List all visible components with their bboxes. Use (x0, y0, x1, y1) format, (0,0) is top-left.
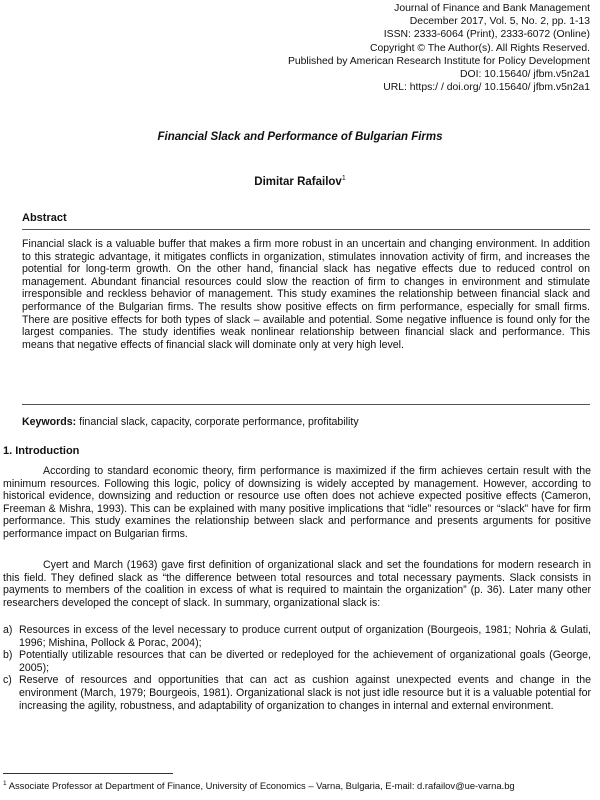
list-item (3, 624, 591, 649)
list-item-text: Resources in excess of the level necessary to produce current output of organization (Bourgeois, 1981; Nohria & Gulati, 1996; Mishina, Pollock & Porac, 2004); (19, 624, 591, 649)
paper-title: Financial Slack and Performance of Bulgarian Firms (157, 131, 443, 143)
abstract-top-rule (22, 229, 590, 230)
keywords-text: financial slack, capacity, corporate performance, profitability (79, 416, 359, 428)
intro-paragraph-1: According to standard economic theory, firm performance is maximized if the firm achieves certain result with the minimum resources. Following this logic, policy of downsizing is widely accepted by management. However, according to historical evidence, downsizing and reduction or resource use often does not achieve expected positive effects (Cameron, Freeman & Mishra, 1993). This can be explained with many positive implications that “idle” resources or “slack” have for firm performance. This study examines the relationship between slack and performance and presents arguments for positive performance impact on Bulgarian firms. (3, 465, 591, 540)
keywords-label: Keywords: (22, 416, 77, 428)
paper-author (0, 175, 600, 188)
journal-url: URL: https:/ / doi.org/ 10.15640/ jfbm.v5n2a1 (383, 82, 590, 94)
section-heading-introduction: 1. Introduction (3, 445, 80, 457)
intro-paragraph-2: Cyert and March (1963) gave first definition of organizational slack and set the foundations for modern research in this field. They defined slack as “the difference between total resources and total necessary payments. Slack consists in payments to members of the coalition in excess of what is required to maintain the organization” (p. 36). Later many other researchers developed the concept of slack. In summary, organizational slack is: (3, 559, 591, 609)
journal-name: Journal of Finance and Bank Management (394, 3, 590, 14)
journal-header (150, 2, 590, 94)
footnote (3, 780, 593, 791)
list-item-label: a) (3, 624, 13, 636)
footnote-mark: 1 (3, 780, 7, 787)
journal-doi: DOI: 10.15640/ jfbm.v5n2a1 (460, 69, 590, 81)
abstract-heading: Abstract (22, 212, 67, 224)
list-item (3, 674, 591, 712)
list-item-label: b) (3, 649, 13, 662)
journal-publisher: Published by American Research Institute for Policy Development (287, 55, 590, 67)
footnote-text: Associate Professor at Department of Finance, University of Economics – Varna, Bulgaria, E-mail: d.rafailov@ue-varna.bg (8, 780, 515, 792)
footnote-rule (3, 773, 173, 774)
list-item-text: Reserve of resources and opportunities that can act as cushion against unexpected events and change in the environment (March, 1979; Bourgeois, 1981). Organizational slack is not just idle resource but it is a valuable potential for increasing the agility, robustness, and adaptability of organization to changes in internal and external environment. (19, 674, 591, 712)
list-item (3, 649, 591, 674)
slack-definition-list (3, 624, 591, 712)
abstract-bottom-rule (22, 404, 590, 405)
author-footnote-mark: 1 (341, 175, 346, 182)
list-item-text: Potentially utilizable resources that can be diverted or redeployed for the achievement of organizational goals (George, 2005); (19, 649, 591, 674)
journal-copyright: Copyright © The Author(s). All Rights Reserved. (370, 42, 590, 54)
author-name: Dimitar Rafailov (254, 175, 342, 188)
list-item-label: c) (3, 674, 12, 687)
journal-issue: December 2017, Vol. 5, No. 2, pp. 1-13 (409, 16, 590, 28)
abstract-text: Financial slack is a valuable buffer that makes a firm more robust in an uncertain and changing environment. In addition to this strategic advantage, it mitigates conflicts in organization, stimulates innovation activity of firm, and increases the potential for long-term growth. On the other hand, financial slack has negative effects due to reduced control on management. Abundant financial resources could slow the reaction of firm to changes in environment and stimulate irresponsible and reckless behavior of management. This study examines the relationship between financial slack and performance of the Bulgarian firms. The results show positive effects on firm performance, especially for small firms. There are positive effects for both types of slack – available and potential. Some negative influence is found only for the largest companies. The study identifies weak nonlinear relationship between financial slack and performance. This means that negative effects of financial slack will dominate only at very high level. (22, 238, 590, 351)
keywords (22, 416, 590, 428)
journal-issn: ISSN: 2333-6064 (Print), 2333-6072 (Online) (383, 29, 590, 41)
